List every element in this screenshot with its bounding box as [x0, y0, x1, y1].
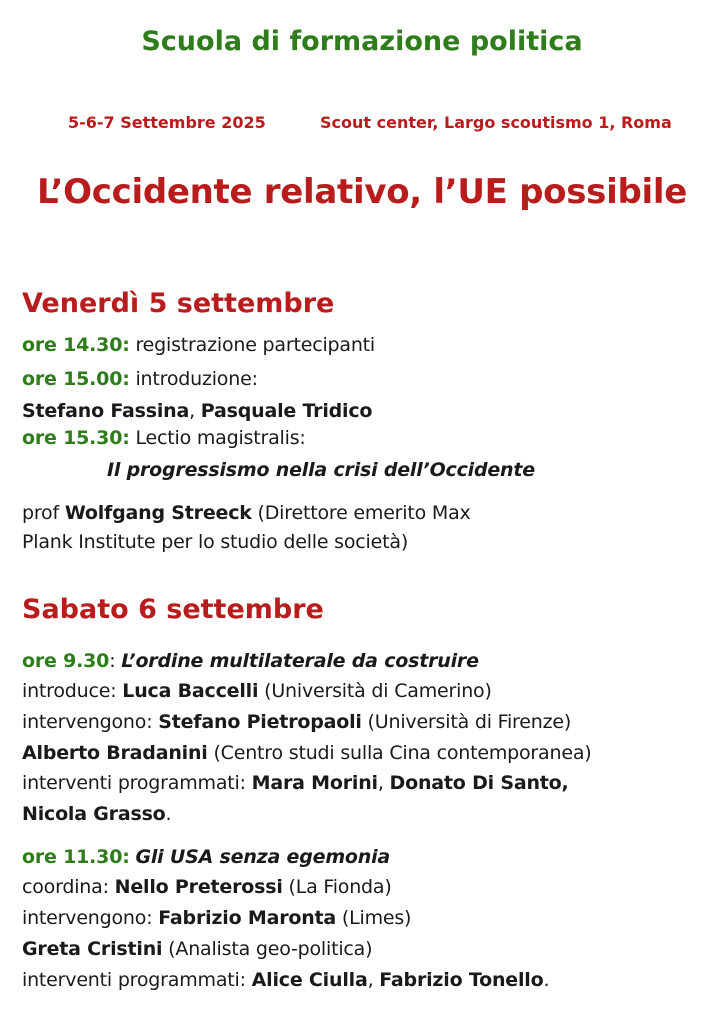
speaker-name: Stefano Fassina — [22, 400, 190, 422]
session-time: ore 9.30 — [22, 650, 110, 672]
speaker-name: Alice Ciulla — [251, 969, 368, 991]
speaker-affiliation: (Analista geo-politica) — [162, 938, 373, 960]
day1-session-2 — [22, 368, 258, 390]
session-time: ore 15.30: — [22, 427, 130, 449]
day2-b-coordinator: coordina: Nello Preterossi (La Fionda) — [22, 876, 392, 898]
day2-heading: Sabato 6 settembre — [22, 594, 324, 625]
day1-session-2-speakers: Stefano Fassina, Pasquale Tridico — [22, 400, 373, 422]
day2-a-introducer: introduce: Luca Baccelli (Università di Camerino) — [22, 680, 492, 702]
speaker-name: Donato Di Santo, — [389, 772, 569, 794]
day2-b-programmed: interventi programmati: Alice Ciulla, Fabrizio Tonello. — [22, 969, 550, 991]
day2-a-speakers: intervengono: Stefano Pietropaoli (Università di Firenze) — [22, 711, 572, 733]
speaker-name: Fabrizio Maronta — [158, 907, 337, 929]
session-time: ore 11.30: — [22, 846, 130, 868]
speaker-name: Nicola Grasso — [22, 803, 166, 825]
speaker-affiliation: (Centro studi sulla Cina contemporanea) — [207, 742, 592, 764]
session-title: L’ordine multilaterale da costruire — [121, 650, 479, 672]
speaker-name: Wolfgang Streeck — [64, 502, 252, 524]
day2-b-speaker-2 — [22, 938, 372, 960]
session-time: ore 14.30: — [22, 334, 130, 356]
session-desc: introduzione: — [129, 368, 258, 390]
speaker-name: Stefano Pietropaoli — [158, 711, 362, 733]
day2-session-a: ore 9.30: L’ordine multilaterale da costruire — [22, 650, 479, 672]
speaker-affiliation: (Direttore emerito Max — [251, 502, 471, 524]
speaker-name: Nello Preterossi — [114, 876, 283, 898]
day2-session-b — [22, 846, 390, 868]
speaker-affiliation: (Limes) — [336, 907, 412, 929]
lectio-speaker-affiliation-cont: Plank Institute per lo studio delle società) — [22, 531, 409, 553]
speaker-name: Luca Baccelli — [122, 680, 259, 702]
school-title: Scuola di formazione politica — [141, 26, 583, 57]
event-dates: 5-6-7 Settembre 2025 — [68, 113, 266, 132]
event-venue: Scout center, Largo scoutismo 1, Roma — [320, 113, 672, 132]
day1-session-3 — [22, 427, 306, 449]
session-desc: Lectio magistralis: — [129, 427, 306, 449]
speaker-affiliation: (Università di Camerino) — [258, 680, 492, 702]
main-title: L’Occidente relativo, l’UE possibile — [37, 172, 687, 212]
speaker-affiliation: (Università di Firenze) — [361, 711, 572, 733]
speaker-name: Alberto Bradanini — [22, 742, 208, 764]
day2-a-speaker-2 — [22, 742, 591, 764]
speaker-name: Pasquale Tridico — [200, 400, 373, 422]
session-desc: registrazione partecipanti — [129, 334, 375, 356]
session-title: Gli USA senza egemonia — [135, 846, 391, 868]
speaker-name: Mara Morini — [251, 772, 378, 794]
speaker-affiliation: (La Fionda) — [282, 876, 392, 898]
speaker-name: Greta Cristini — [22, 938, 163, 960]
day1-session-1 — [22, 334, 375, 356]
speaker-name: Fabrizio Tonello — [379, 969, 544, 991]
day2-b-speakers: intervengono: Fabrizio Maronta (Limes) — [22, 907, 412, 929]
lectio-title: Il progressismo nella crisi dell’Occidente — [107, 459, 535, 481]
lectio-speaker: prof Wolfgang Streeck (Direttore emerito Max — [22, 502, 471, 524]
day2-a-programmed: interventi programmati: Mara Morini, Donato Di Santo, — [22, 772, 569, 794]
day2-a-programmed-cont: Nicola Grasso. — [22, 803, 172, 825]
session-time: ore 15.00: — [22, 368, 130, 390]
day1-heading: Venerdì 5 settembre — [22, 288, 335, 319]
